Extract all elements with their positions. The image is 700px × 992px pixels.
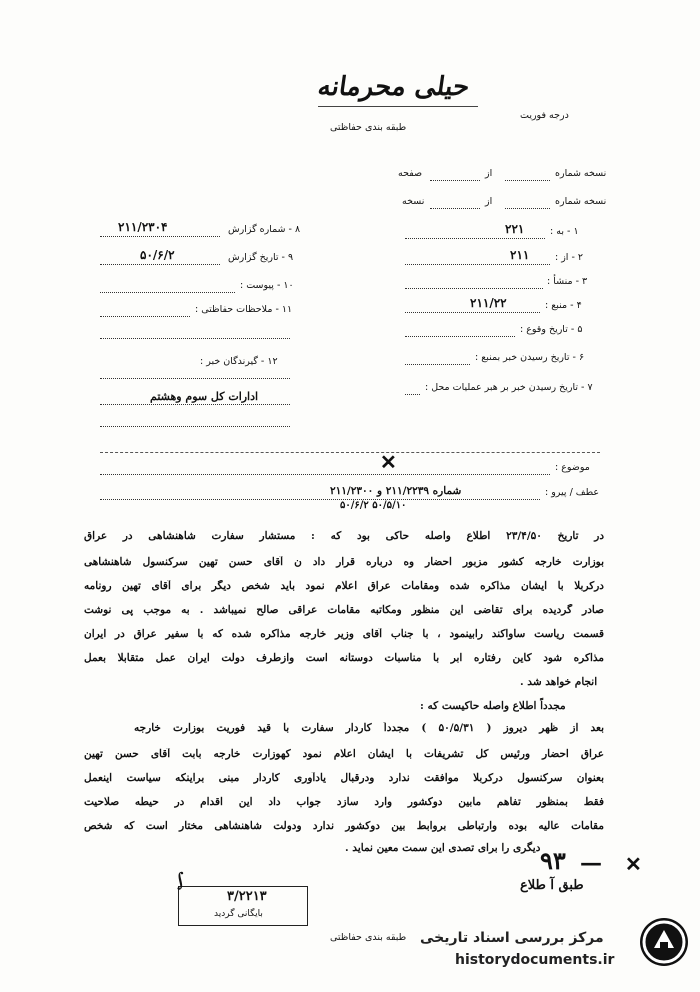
field-ops-date-label: ۷ - تاریخ رسیدن خبر بر هبر عملیات محل : <box>425 382 593 393</box>
field-ops-date-line <box>405 394 420 395</box>
section-divider <box>100 452 600 453</box>
body-line-5: قسمت ریاست ساواکند رابینمود ، با جناب آقای وزیر خارجه مذاکره شده که با سفیر عراق در ایران <box>84 628 604 640</box>
body-line-3: درکربلا با ایشان مذاکره شده ومقامات عراق اعلام نمود باید شخص دیگر برای آقای تهین رونامه <box>84 580 604 592</box>
field-to-label: ۱ - به : <box>550 226 579 237</box>
watermark-url: historydocuments.ir <box>455 952 615 968</box>
handwritten-note: طبق آ طلاع <box>520 878 584 893</box>
archive-stamp <box>178 886 308 926</box>
body-line-7: انجام خواهد شد . <box>520 676 598 688</box>
footer-classification: طبقه بندی حفاظتی <box>330 932 407 943</box>
body-line-1: در تاریخ ۲۳/۴/۵۰ اطلاع واصله حاکی بود که : مستشار سفارت شاهنشاهی در عراق <box>84 530 604 542</box>
handwritten-page-number: ۹۳ <box>540 846 566 875</box>
recipients-label: ۱۲ - گیرندگان خبر : <box>200 356 278 367</box>
attachment-label: ۱۰ - پیوست : <box>240 280 294 291</box>
attachment-line <box>100 292 235 293</box>
security-notes-label: ۱۱ - ملاحظات حفاظتی : <box>195 304 293 315</box>
body-line-6: مذاکره شود کاین رفتاره ابر با مناسبات دوستانه است وازطرف دولت ایران عمل متقابلا بعمل <box>84 652 604 664</box>
page-label: صفحه <box>398 168 423 179</box>
recipients-line <box>100 378 290 379</box>
watermark-title: مرکز بررسی اسناد تاریخی <box>420 930 604 946</box>
copy-of-dots <box>430 180 480 181</box>
field-source-line <box>405 312 540 313</box>
copy-number-label: نسخه شماره <box>555 168 607 179</box>
field-source-date-label: ۶ - تاریخ رسیدن خبر بمنبع : <box>475 352 585 363</box>
field-to-value: ۲۲۱ <box>505 222 525 236</box>
body2-line-1: بعد از ظهر دیروز ( ۵۰/۵/۳۱ ) مجدداً کاردار سفارت با قید فوریت بوزارت خارجه <box>134 722 604 734</box>
title-underline <box>318 106 478 107</box>
subject-label: موضوع : <box>555 462 590 473</box>
copy-of-label-2: از <box>485 196 493 207</box>
handwritten-x: ✕ <box>625 852 642 876</box>
copy-number-label-2: نسخه شماره <box>555 196 607 207</box>
field-source-label: ۴ - منبع : <box>545 300 582 311</box>
handwritten-dash: — <box>580 850 602 876</box>
stamp-numbers: ۳/۲۲۱۳ <box>227 889 267 904</box>
reference-line <box>100 499 540 500</box>
body2-line-6: دیگری را برای تصدی این سمت معین نماید . <box>345 842 541 854</box>
body2-line-2: عراق احضار ورئیس کل تشریفات با ایشان اعلام نمود کهوزارت خارجه بابت آقای حسن تهین <box>84 748 604 760</box>
second-intro: مجدداً اطلاع واصله حاکیست که : <box>420 700 566 712</box>
field-source-date-line <box>405 364 470 365</box>
field-event-date-line <box>405 336 515 337</box>
report-date-label: ۹ - تاریخ گزارش <box>228 252 294 263</box>
reference-dates: ۵۰/۶/۲ ۵۰/۵/۱۰ <box>340 500 407 511</box>
reference-text: شماره ۲۱۱/۲۲۳۹ و ۲۱۱/۲۳۰۰ <box>330 485 462 497</box>
copy-number-dots <box>505 180 550 181</box>
report-date-line <box>100 264 220 265</box>
report-number-value: ۲۱۱/۲۳۰۴ <box>118 220 168 234</box>
field-from-label: ۲ - از : <box>555 252 584 263</box>
body-line-2: بوزارت خارجه کشور مزبور احضار وه درباره قرار داد ن آقای حسن تهین سرکنسول شاهنشاهی <box>84 556 604 568</box>
copy-label: نسخه <box>402 196 425 207</box>
copy-of-label: از <box>485 168 493 179</box>
subject-line <box>100 474 550 475</box>
body-line-4: صادر گردیده برای تقاضی این منظور ومکاتبه مقامات عراقی صالح نمیباشد . به موجب پی نوشت <box>84 604 604 616</box>
field-source-value: ۲۱۱/۲۲ <box>470 296 507 310</box>
stamp-text: بایگانی گردید <box>214 909 263 919</box>
report-date-value: ۵۰/۶/۲ <box>140 248 175 262</box>
field-event-date-label: ۵ - تاریخ وقوع : <box>520 324 583 335</box>
urgency-label: درجه فوریت <box>520 110 569 121</box>
security-notes-line <box>100 316 190 317</box>
body2-line-4: فقط بمنظور تفاهم مابین دوکشور وارد سازد جواب داد این اقدام در حیطه صلاحیت <box>84 796 604 808</box>
recipients-value: ادارات کل سوم وهشتم <box>150 390 259 403</box>
copy-of-dots-2 <box>430 208 480 209</box>
handwritten-classification: حیلی محرمانه <box>315 72 472 102</box>
field-origin-line <box>405 288 543 289</box>
security-notes-line-2 <box>100 338 290 339</box>
recipients-line-3 <box>100 426 290 427</box>
copy-number-dots-2 <box>505 208 550 209</box>
archive-logo-icon <box>640 918 688 966</box>
field-origin-label: ۳ - منشأ : <box>547 276 588 287</box>
stamp-signature-scribble: ∫ <box>172 869 188 892</box>
body2-line-3: بعنوان سرکنسول درکربلا موافقت ندارد ودرقبال یادآوری کاردار مبنی براینکه سیاست اینعمل <box>84 772 604 784</box>
field-from-value: ۲۱۱ <box>510 248 530 262</box>
report-number-label: ۸ - شماره گزارش <box>228 224 301 235</box>
body2-line-5: مقامات عالیه بوده وارتباطی بروابط بین دوکشور ندارد ودولت شاهنشاهی مختار است که شخص <box>84 820 604 832</box>
reference-label: عطف / پیرو : <box>545 487 600 498</box>
subject-x-mark: ✕ <box>380 450 397 474</box>
field-from-line <box>405 264 550 265</box>
field-to-line <box>405 238 545 239</box>
report-number-line <box>100 236 220 237</box>
classification-label: طبقه بندی حفاظتی <box>330 122 407 133</box>
recipients-line-2 <box>100 404 290 405</box>
